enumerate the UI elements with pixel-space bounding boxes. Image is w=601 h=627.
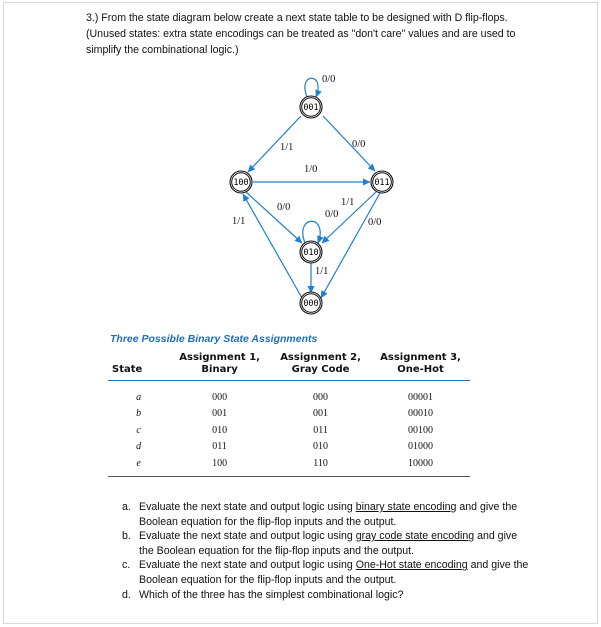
- edge-label-100-011: 1/0: [304, 164, 318, 175]
- binary-cell: 100: [169, 455, 270, 476]
- onehot-cell: 00010: [408, 408, 433, 420]
- problem-prompt: 3.) From the state diagram below create a next state table to be designed with D flip-flops. (Unused states: extra state encodings can be treated as "don't care" values and are used to simplify the combinational logic.): [86, 12, 516, 56]
- edge-label-100-010: 0/0: [277, 202, 291, 213]
- edge-label-000-100: 1/1: [232, 216, 246, 227]
- edge-label-011-000: 0/0: [368, 217, 382, 228]
- binary-cell: 000: [212, 391, 228, 403]
- onehot-cell: 00001: [408, 391, 433, 403]
- edge-label-011-010: 1/1: [341, 197, 355, 208]
- question-label: b.: [122, 530, 131, 543]
- table-header-row: [108, 352, 470, 381]
- question-label: d.: [122, 588, 131, 601]
- state-node-001: [300, 96, 322, 118]
- self-loop-010: [303, 221, 320, 243]
- state-label-010: 010: [303, 248, 319, 258]
- binary-cell: 001: [212, 408, 228, 420]
- header-assignment-3: Assignment 3, One-Hot: [371, 352, 470, 381]
- state-name-cell: c: [136, 424, 141, 436]
- table-row: [108, 439, 470, 456]
- state-label-000: 000: [303, 299, 319, 309]
- onehot-cell: 00100: [408, 424, 433, 436]
- binary-cell: 011: [212, 441, 227, 453]
- question-c: c. Evaluate the next state and output logic using One-Hot state encoding and give the Boolean equation for the flip-flop inputs and the output.: [122, 559, 529, 586]
- underlined-term: binary state encoding: [355, 501, 457, 513]
- header-state: State: [108, 352, 169, 381]
- edge-000-to-100: [243, 194, 302, 298]
- question-label: c.: [122, 559, 131, 572]
- table-title: Three Possible Binary State Assignments: [110, 333, 318, 345]
- table-row: [108, 406, 470, 423]
- question-list: [118, 500, 533, 602]
- question-b: b. Evaluate the next state and output logic using gray code state encoding and give the Boolean equation for the flip-flop inputs and the output.: [122, 530, 518, 557]
- gray-cell: 010: [313, 441, 329, 453]
- table-row: [108, 422, 470, 439]
- onehot-cell: 10000: [371, 455, 470, 476]
- state-label-001: 001: [303, 103, 319, 113]
- edge-001-to-011: [323, 116, 375, 171]
- binary-cell: 010: [212, 424, 228, 436]
- state-name-cell: b: [136, 408, 142, 420]
- edge-label-001-011: 0/0: [352, 139, 366, 150]
- edge-label-self-010: 0/0: [325, 209, 339, 220]
- table-row: [108, 455, 470, 476]
- gray-cell: 011: [313, 424, 328, 436]
- header-assignment-2: Assignment 2, Gray Code: [270, 352, 371, 381]
- question-a: a. Evaluate the next state and output logic using binary state encoding and give the Boolean equation for the flip-flop inputs and the output.: [122, 501, 518, 528]
- state-name-cell: e: [108, 455, 169, 476]
- underlined-term: gray code state encoding: [355, 530, 475, 543]
- question-label: a.: [122, 501, 131, 513]
- state-name-cell: d: [136, 441, 142, 453]
- gray-cell: 001: [313, 408, 329, 420]
- self-loop-001: [305, 78, 318, 97]
- edge-label-010-000: 1/1: [315, 266, 329, 277]
- state-assignment-table: [108, 352, 470, 477]
- state-node-011: [371, 171, 393, 193]
- edge-100-to-010: [246, 192, 302, 243]
- underlined-term: One-Hot state encoding: [355, 559, 468, 572]
- state-node-100: [230, 171, 252, 193]
- gray-cell: 110: [270, 455, 371, 476]
- edge-label-self-001: 0/0: [322, 74, 336, 85]
- state-node-000: [300, 292, 322, 314]
- state-label-011: 011: [374, 178, 390, 188]
- question-d: d. Which of the three has the simplest combinational logic?: [122, 588, 404, 601]
- state-label-100: 100: [233, 178, 249, 188]
- header-assignment-1: Assignment 1, Binary: [169, 352, 270, 381]
- onehot-cell: 01000: [408, 441, 433, 453]
- state-name-cell: a: [136, 391, 142, 403]
- table-row: [108, 381, 470, 406]
- gray-cell: 000: [313, 391, 329, 403]
- state-node-010: [300, 241, 322, 263]
- edge-label-001-100: 1/1: [280, 142, 294, 153]
